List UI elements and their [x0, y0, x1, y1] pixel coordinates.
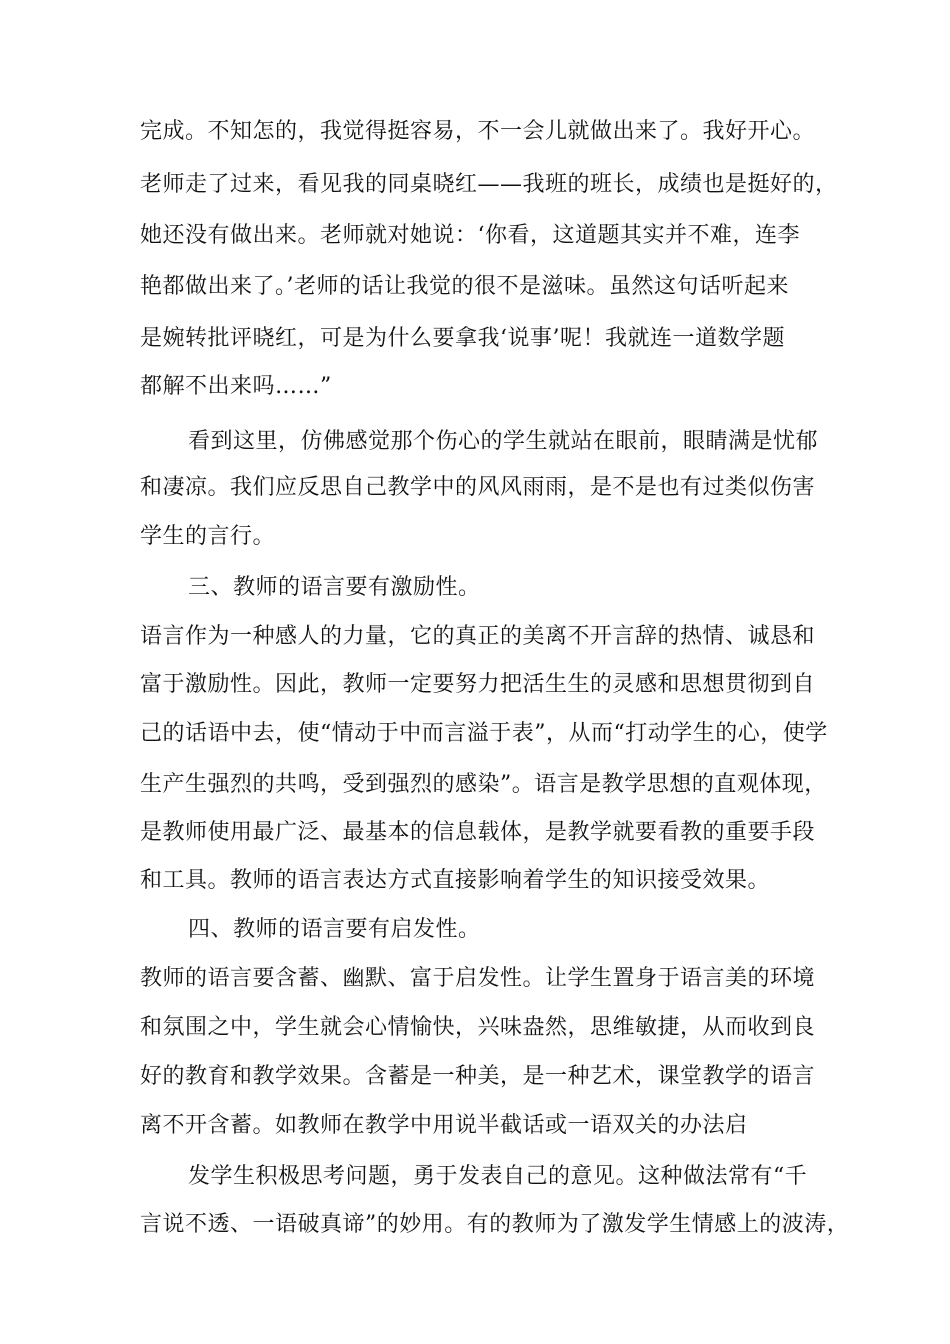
text-line: 和凄凉。我们应反思自己教学中的风风雨雨，是不是也有过类似伤害 — [140, 475, 816, 500]
text-line: 和氛围之中，学生就会心情愉快，兴味盎然，思维敏捷，从而收到良 — [140, 1015, 816, 1040]
text-line: 是婉转批评晓红，可是为什么要拿我‘说事’呢！我就连一道数学题 — [140, 326, 785, 351]
text-line: 言说不透、一语破真谛”的妙用。有的教师为了激发学生情感上的波涛， — [140, 1212, 850, 1237]
text-line: 富于激励性。因此，教师一定要努力把活生生的灵感和思想贯彻到自 — [140, 672, 816, 697]
section-heading: 四、教师的语言要有启发性。 — [188, 917, 481, 942]
text-line: 生产生强烈的共鸣，受到强烈的感染”。语言是教学思想的直观体现， — [140, 772, 827, 797]
text-line: 己的话语中去，使“情动于中而言溢于表”，从而“打动学生的心，使学 — [140, 721, 828, 746]
section-heading: 三、教师的语言要有激励性。 — [188, 575, 481, 600]
paragraph-first-line: 看到这里，仿佛感觉那个伤心的学生就站在眼前，眼睛满是忧郁 — [188, 429, 819, 454]
text-line: 语言作为一种感人的力量，它的真正的美离不开言辞的热情、诚恳和 — [140, 624, 816, 649]
text-line: 教师的语言要含蓄、幽默、富于启发性。让学生置身于语言美的环境 — [140, 966, 816, 991]
text-line: 和工具。教师的语言表达方式直接影响着学生的知识接受效果。 — [140, 868, 771, 893]
paragraph-first-line: 发学生积极思考问题，勇于发表自己的意见。这种做法常有“千 — [188, 1164, 808, 1189]
text-line: 老师走了过来，看见我的同桌晓红——我班的班长，成绩也是挺好的， — [140, 172, 838, 197]
text-line: 离不开含蓄。如教师在教学中用说半截话或一语双关的办法启 — [140, 1113, 748, 1138]
text-line: 学生的言行。 — [140, 524, 276, 549]
text-line: 艳都做出来了。’老师的话让我觉的很不是滋味。虽然这句话听起来 — [140, 274, 789, 299]
text-line: 好的教育和教学效果。含蓄是一种美，是一种艺术，课堂教学的语言 — [140, 1064, 816, 1089]
text-line: 是教师使用最广泛、最基本的信息载体，是教学就要看教的重要手段 — [140, 820, 816, 845]
text-line: 完成。不知怎的，我觉得挺容易，不一会儿就做出来了。我好开心。 — [140, 119, 816, 144]
text-line: 她还没有做出来。老师就对她说：‘你看，这道题其实并不难，连李 — [140, 223, 800, 248]
text-line: 都解不出来吗……” — [140, 374, 332, 399]
